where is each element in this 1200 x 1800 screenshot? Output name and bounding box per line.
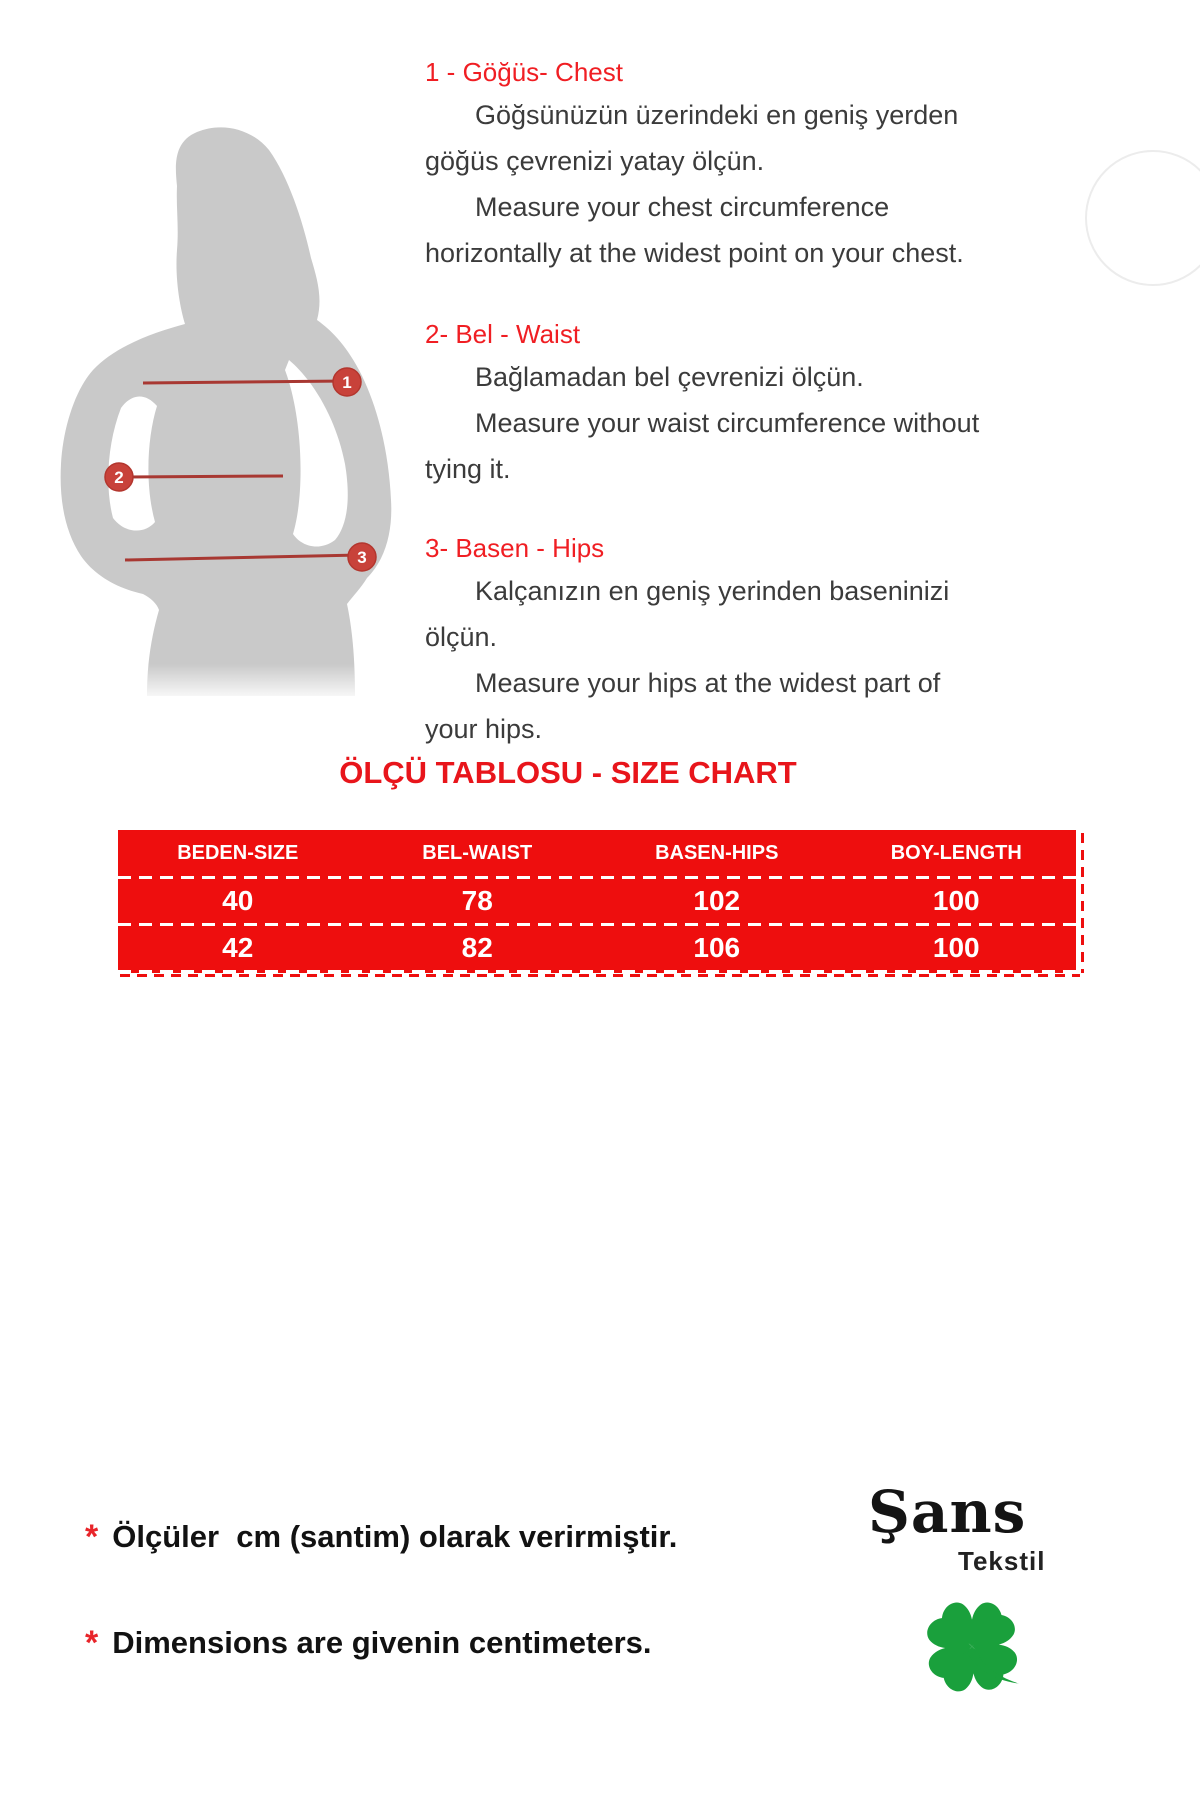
measurement-marker-3 [348,543,376,571]
header-boy-length: BOY-LENGTH [890,841,1022,864]
note-text-en: Dimensions are givenin centimeters. [112,1625,652,1660]
table-right-dashed-marquee [1081,833,1084,973]
cell-waist-82: 82 [461,932,493,963]
measurement-marker-1 [333,368,361,396]
waist-line-tr-1: Bağlamadan bel çevrenizi ölçün. [475,362,864,392]
header-beden-size: BEDEN-SIZE [177,841,299,864]
cell-length-100-2: 100 [932,932,980,963]
waist-heading: 2- Bel - Waist [425,319,581,349]
chest-measure-line [143,381,347,383]
hips-heading: 3- Basen - Hips [425,533,605,563]
measurement-marker-2 [105,463,133,491]
instruction-section-chest [425,52,1045,276]
table-row [118,926,1076,970]
chest-line-tr-2: göğüs çevrenizi yatay ölçün. [425,146,765,176]
hips-line-en-2: your hips. [425,714,543,744]
table-row [118,879,1076,923]
cell-length-100: 100 [932,885,980,916]
note-text-tr: Ölçüler cm (santim) olarak verirmiştir. [112,1519,678,1554]
body-silhouette-shape [61,127,392,696]
header-bel-waist: BEL-WAIST [422,841,533,864]
waist-measure-line [121,476,283,477]
hips-line-tr-2: ölçün. [425,622,498,652]
cell-size-42: 42 [222,932,254,963]
cell-size-40: 40 [222,885,254,916]
chest-line-en-2: horizontally at the widest point on your chest. [425,238,964,268]
measurement-figure [55,108,395,698]
silhouette-bottom-fade [105,664,375,698]
four-leaf-clover-icon [903,1580,1041,1708]
chest-heading: 1 - Göğüs- Chest [425,57,623,87]
cell-hips-102: 102 [693,885,741,916]
waist-line-en-2: tying it. [425,454,511,484]
cell-hips-106: 106 [693,932,741,963]
brand-logo-subtitle: Tekstil [958,1546,1046,1576]
asterisk-icon: * [85,1624,99,1662]
table-bottom-dashed-edge [118,970,1076,973]
chest-line-tr-1: Göğsünüzün üzerindeki en geniş yerden [475,100,959,130]
note-cm-english [85,1622,651,1664]
instruction-section-waist [425,314,1045,492]
marker-2-number: 2 [114,468,124,487]
hips-line-en-1: Measure your hips at the widest part of [475,668,941,698]
instruction-section-hips [425,528,1045,752]
header-basen-hips: BASEN-HIPS [655,841,779,864]
table-bottom-dashed-marquee [120,974,1080,977]
cell-waist-78: 78 [461,885,493,916]
waist-line-en-1: Measure your waist circumference without [475,408,980,438]
marker-3-number: 3 [357,548,367,567]
chest-line-en-1: Measure your chest circumference [475,192,890,222]
table-header-row [118,830,1076,876]
size-chart-table [118,830,1076,973]
marker-1-number: 1 [342,373,352,392]
hips-line-tr-1: Kalçanızın en geniş yerinden baseninizi [475,576,950,606]
asterisk-icon: * [85,1518,99,1556]
faint-watermark-circle [1085,150,1200,286]
female-silhouette-graphic [55,108,395,698]
size-chart-title: ÖLÇÜ TABLOSU - SIZE CHART [339,755,797,790]
note-cm-turkish [85,1516,677,1558]
brand-logo-name: Şans [868,1478,1027,1546]
